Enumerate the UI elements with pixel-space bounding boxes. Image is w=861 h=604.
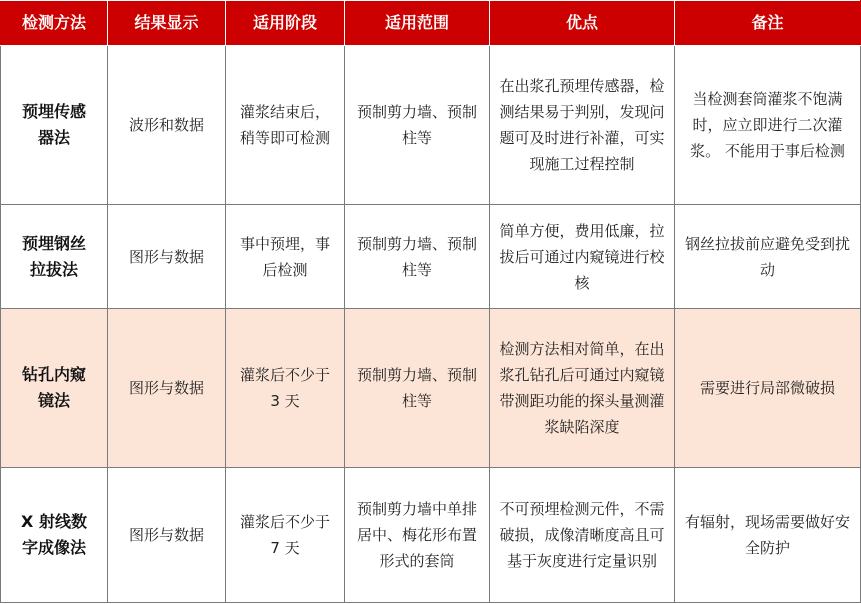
result-cell <box>108 309 226 468</box>
stage-cell <box>226 205 345 309</box>
result-text: 图形与数据 <box>128 247 204 266</box>
stage-text: 灌浆后不少于 7 天 <box>240 513 331 557</box>
method-cell <box>1 468 108 603</box>
stage-cell <box>226 46 345 205</box>
header-notes: 备注 <box>675 1 861 46</box>
scope-cell <box>345 468 490 603</box>
notes-cell <box>675 46 861 205</box>
method-cell <box>1 309 108 468</box>
advantages-text: 检测方法相对简单，在出浆孔钻孔后可通过内窥镜带测距功能的探头量测灌浆缺陷深度 <box>499 340 665 436</box>
result-cell <box>108 46 226 205</box>
scope-cell <box>345 309 490 468</box>
method-cell <box>1 205 108 309</box>
scope-text: 预制剪力墙中单排居中、梅花形布置形式的套筒 <box>356 500 477 570</box>
method-cell <box>1 46 108 205</box>
notes-cell <box>675 205 861 309</box>
notes-cell <box>675 468 861 603</box>
scope-text: 预制剪力墙、预制柱等 <box>356 103 477 147</box>
table-row <box>1 468 861 603</box>
method-text: 预埋钢丝拉拔法 <box>21 233 86 279</box>
stage-cell <box>226 468 345 603</box>
notes-text: 有辐射，现场需要做好安全防护 <box>684 513 850 557</box>
table-row <box>1 205 861 309</box>
result-text: 波形和数据 <box>128 116 204 134</box>
notes-cell <box>675 309 861 468</box>
advantages-text: 不可预埋检测元件，不需破损，成像清晰度高且可基于灰度进行定量识别 <box>499 500 665 570</box>
notes-text: 需要进行局部微破损 <box>699 379 835 397</box>
scope-cell <box>345 46 490 205</box>
stage-text: 灌浆后不少于 3 天 <box>240 366 331 410</box>
table-row <box>1 46 861 205</box>
advantages-cell <box>490 309 675 468</box>
result-cell <box>108 468 226 603</box>
notes-text: 钢丝拉拔前应避免受到扰动 <box>684 234 850 279</box>
header-result: 结果显示 <box>108 1 226 46</box>
header-method: 检测方法 <box>1 1 108 46</box>
stage-text: 灌浆结束后，稍等即可检测 <box>240 103 331 147</box>
method-text: 钻孔内窥镜法 <box>21 365 86 410</box>
advantages-text: 在出浆孔预埋传感器，检测结果易于判别，发现问题可及时进行补灌，可实现施工过程控制 <box>499 77 665 173</box>
advantages-cell <box>490 46 675 205</box>
result-text: 图形与数据 <box>128 526 204 544</box>
scope-cell <box>345 205 490 309</box>
stage-cell <box>226 309 345 468</box>
advantages-text: 简单方便，费用低廉，拉拔后可通过内窥镜进行校核 <box>499 221 665 292</box>
header-scope: 适用范围 <box>345 1 490 46</box>
stage-text: 事中预埋，事后检测 <box>240 234 331 279</box>
method-text: X 射线数字成像法 <box>21 512 87 557</box>
header-advantages: 优点 <box>490 1 675 46</box>
result-cell <box>108 205 226 309</box>
advantages-cell <box>490 468 675 603</box>
table-row-highlighted <box>1 309 861 468</box>
header-stage: 适用阶段 <box>226 1 345 46</box>
advantages-cell <box>490 205 675 309</box>
header-row <box>1 1 861 46</box>
scope-text: 预制剪力墙、预制柱等 <box>356 366 477 410</box>
scope-text: 预制剪力墙、预制柱等 <box>356 234 477 279</box>
notes-text: 当检测套筒灌浆不饱满时，应立即进行二次灌浆。 不能用于事后检测 <box>690 90 845 160</box>
method-text: 预埋传感器法 <box>21 102 86 147</box>
result-text: 图形与数据 <box>128 379 204 397</box>
